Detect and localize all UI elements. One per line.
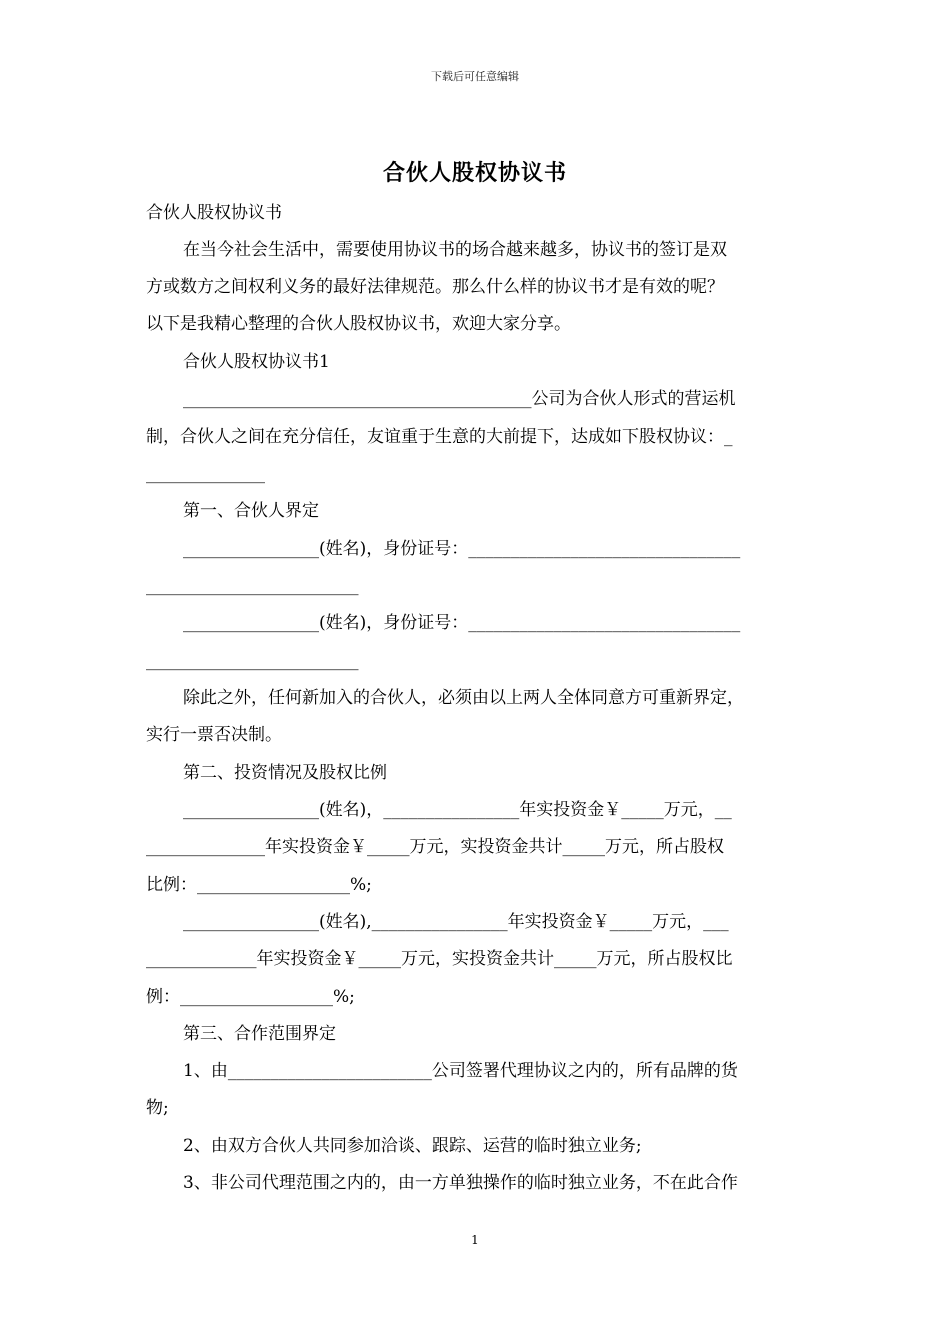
paragraph-line: _________________________ [146,576,359,596]
document-title: 合伙人股权协议书 [382,160,567,186]
paragraph-line: 物; [146,1098,169,1118]
paragraph-line: _________________________ [146,651,359,671]
paragraph-line: ________________(姓名)，身份证号：________________________________ [183,613,741,633]
paragraph-line: 以下是我精心整理的合伙人股权协议书，欢迎大家分享。 [146,314,571,334]
paragraph-line: 2、由双方合伙人共同参加洽谈、跟踪、运营的临时独立业务; [183,1136,642,1156]
paragraph-line: ______________ [146,464,265,484]
paragraph-line: ________________(姓名)，身份证号：________________________________ [183,539,741,559]
paragraph-line: 例：__________________%; [146,987,355,1007]
paragraph-line: 比例：__________________%; [146,875,372,895]
paragraph-line: 在当今社会生活中，需要使用协议书的场合越来越多，协议书的签订是双 [183,240,727,260]
paragraph-line: 实行一票否决制。 [146,725,282,745]
subtitle-line: 合伙人股权协议书 [146,203,282,223]
paragraph-line: 制，合伙人之间在充分信任，友谊重于生意的大前提下，达成如下股权协议：_ [146,427,733,447]
paragraph-line: 1、由________________________公司签署代理协议之内的，所有品牌的货 [183,1061,738,1081]
page-number: 1 [471,1233,479,1247]
paragraph-line: _____________年实投资金￥_____万元，实投资金共计_____万元，所占股权比 [146,949,733,969]
paragraph-line: ________________(姓名),________________年实投资金￥_____万元，___ [183,912,729,932]
section-heading: 合伙人股权协议书1 [183,352,330,372]
paragraph-line: ________________(姓名)，________________年实投资金￥_____万元，__ [183,800,732,820]
paragraph-line: 除此之外，任何新加入的合伙人，必须由以上两人全体同意方可重新界定， [183,688,744,708]
paragraph-line: 3、非公司代理范围之内的，由一方单独操作的临时独立业务，不在此合作 [183,1173,738,1193]
paragraph-line: _________________________________________公司为合伙人形式的营运机 [183,389,736,409]
section-heading: 第二、投资情况及股权比例 [183,763,387,783]
section-heading: 第三、合作范围界定 [183,1024,336,1044]
section-heading: 第一、合伙人界定 [183,501,319,521]
page-header: 下载后可任意编辑 [431,70,519,83]
paragraph-line: ______________年实投资金￥_____万元，实投资金共计_____万元，所占股权 [146,837,724,857]
paragraph-line: 方或数方之间权利义务的最好法律规范。那么什么样的协议书才是有效的呢？ [146,277,724,297]
